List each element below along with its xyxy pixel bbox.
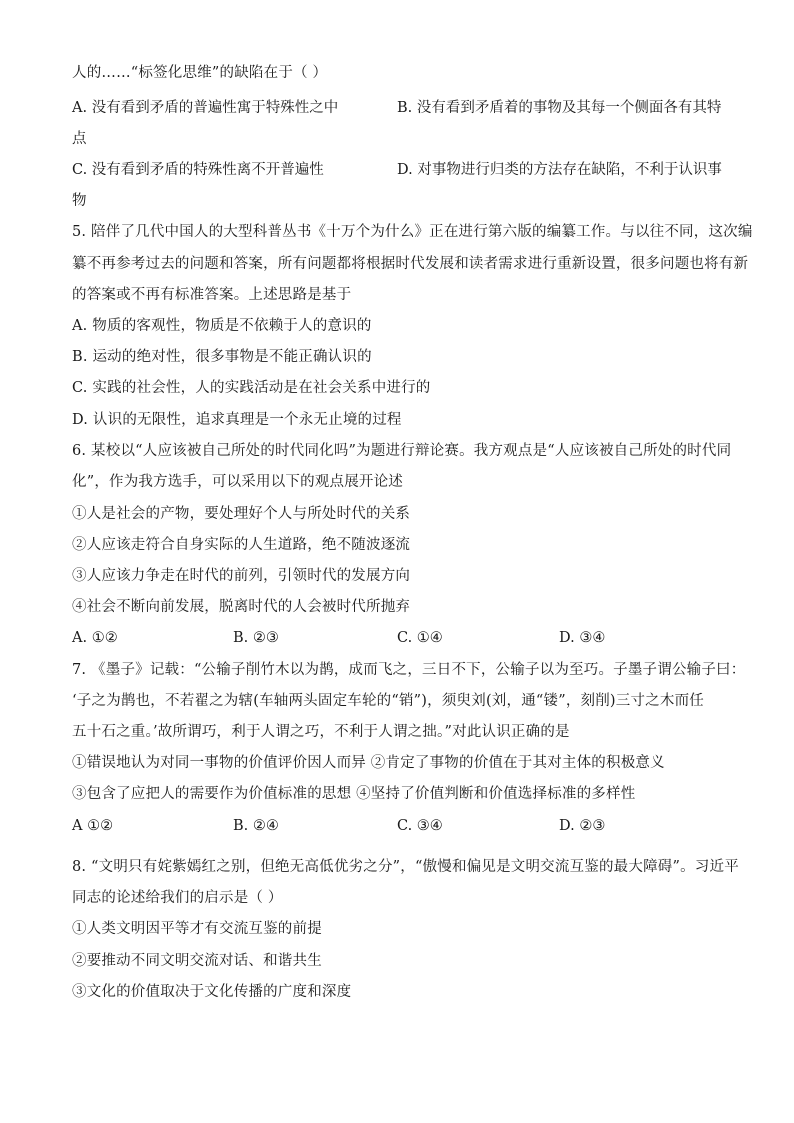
q4-options-row-2 [72,160,722,180]
q6-stem-line-2: 化”，作为我方选手，可以采用以下的观点展开论述 [72,474,404,490]
q5-option-a: A. 物质的客观性，物质是不依赖于人的意识的 [72,318,372,334]
q4-option-b-cont: 点 [72,131,87,147]
q4-option-a: A. 没有看到矛盾的普遍性寓于特殊性之中 [72,100,339,116]
q8-stem-line-2: 同志的论述给我们的启示是（ ） [72,890,283,906]
q6-options [72,628,722,648]
q7-items-row-1: ①错误地认为对同一事物的价值评价因人而异 ②肯定了事物的价值在于其对主体的积极意义 [72,755,665,771]
q6-item-3: ③人应该力争走在时代的前列，引领时代的发展方向 [72,568,411,584]
q5-option-c: C. 实践的社会性，人的实践活动是在社会关系中进行的 [72,380,431,396]
q8-item-2: ②要推动不同文明交流对话、和谐共生 [72,953,322,969]
q5-stem-line-2: 纂不再参考过去的问题和答案，所有问题都将根据时代发展和读者需求进行重新设置，很多问题也将有新 [72,256,749,272]
q6-option-d: D. ③④ [559,630,606,646]
q7-option-c: C. ③④ [397,818,443,834]
q8-item-1: ①人类文明因平等才有交流互鉴的前提 [72,921,322,937]
q6-option-b: B. ②③ [233,630,279,646]
q6-item-4: ④社会不断向前发展，脱离时代的人会被时代所抛弃 [72,599,411,615]
q7-options [72,816,722,836]
q6-option-c: C. ①④ [397,630,443,646]
q7-option-d: D. ②③ [559,818,606,834]
q7-option-a: A ①② [72,818,114,834]
q5-stem-line-3: 的答案或不再有标准答案。上述思路是基于 [72,287,352,303]
q4-option-c: C. 没有看到矛盾的特殊性离不开普遍性 [72,162,324,178]
q8-item-3: ③文化的价值取决于文化传播的广度和深度 [72,984,352,1000]
q5-stem-line-1: 5. 陪伴了几代中国人的大型科普丛书《十万个为什么》正在进行第六版的编纂工作。与以往不同，这次编 [72,224,753,240]
q7-stem-line-3: 五十石之重。’故所谓巧，利于人谓之巧，不利于人谓之拙。”对此认识正确的是 [72,724,570,740]
q4-option-d-cont: 物 [72,193,87,209]
q6-item-1: ①人是社会的产物，要处理好个人与所处时代的关系 [72,506,411,522]
q6-option-a: A. ①② [72,630,118,646]
q5-option-d: D. 认识的无限性，追求真理是一个永无止境的过程 [72,412,402,428]
q4-option-d: D. 对事物进行归类的方法存在缺陷，不利于认识事 [397,162,722,178]
q8-stem-line-1: 8. “文明只有姹紫嫣红之别，但绝无高低优劣之分”，“傲慢和偏见是文明交流互鉴的最大障碍”。习近平 [72,859,739,875]
q7-stem-line-2: ‘子之为鹊也，不若翟之为辖(车轴两头固定车轮的“销”)，须臾刘(刘，通“镂”，刻削)三寸之木而任 [72,693,704,709]
q6-item-2: ②人应该走符合自身实际的人生道路，绝不随波逐流 [72,537,411,553]
q7-items-row-2: ③包含了应把人的需要作为价值标准的思想 ④坚持了价值判断和价值选择标准的多样性 [72,786,636,802]
q7-stem-line-1: 7. 《墨子》记载：“公输子削竹木以为鹊，成而飞之，三日不下，公输子以为至巧。子墨子谓公输子曰： [72,662,746,678]
q6-stem-line-1: 6. 某校以“人应该被自己所处的时代同化吗”为题进行辩论赛。我方观点是“人应该被自己所处的时代同 [72,443,732,459]
q5-option-b: B. 运动的绝对性，很多事物是不能正确认识的 [72,349,372,365]
q4-option-b: B. 没有看到矛盾着的事物及其每一个侧面各有其特 [397,100,722,116]
q4-options-row-1 [72,98,722,118]
q4-stem: 人的……“标签化思维”的缺陷在于（ ） [72,65,328,81]
q7-option-b: B. ②④ [233,818,279,834]
